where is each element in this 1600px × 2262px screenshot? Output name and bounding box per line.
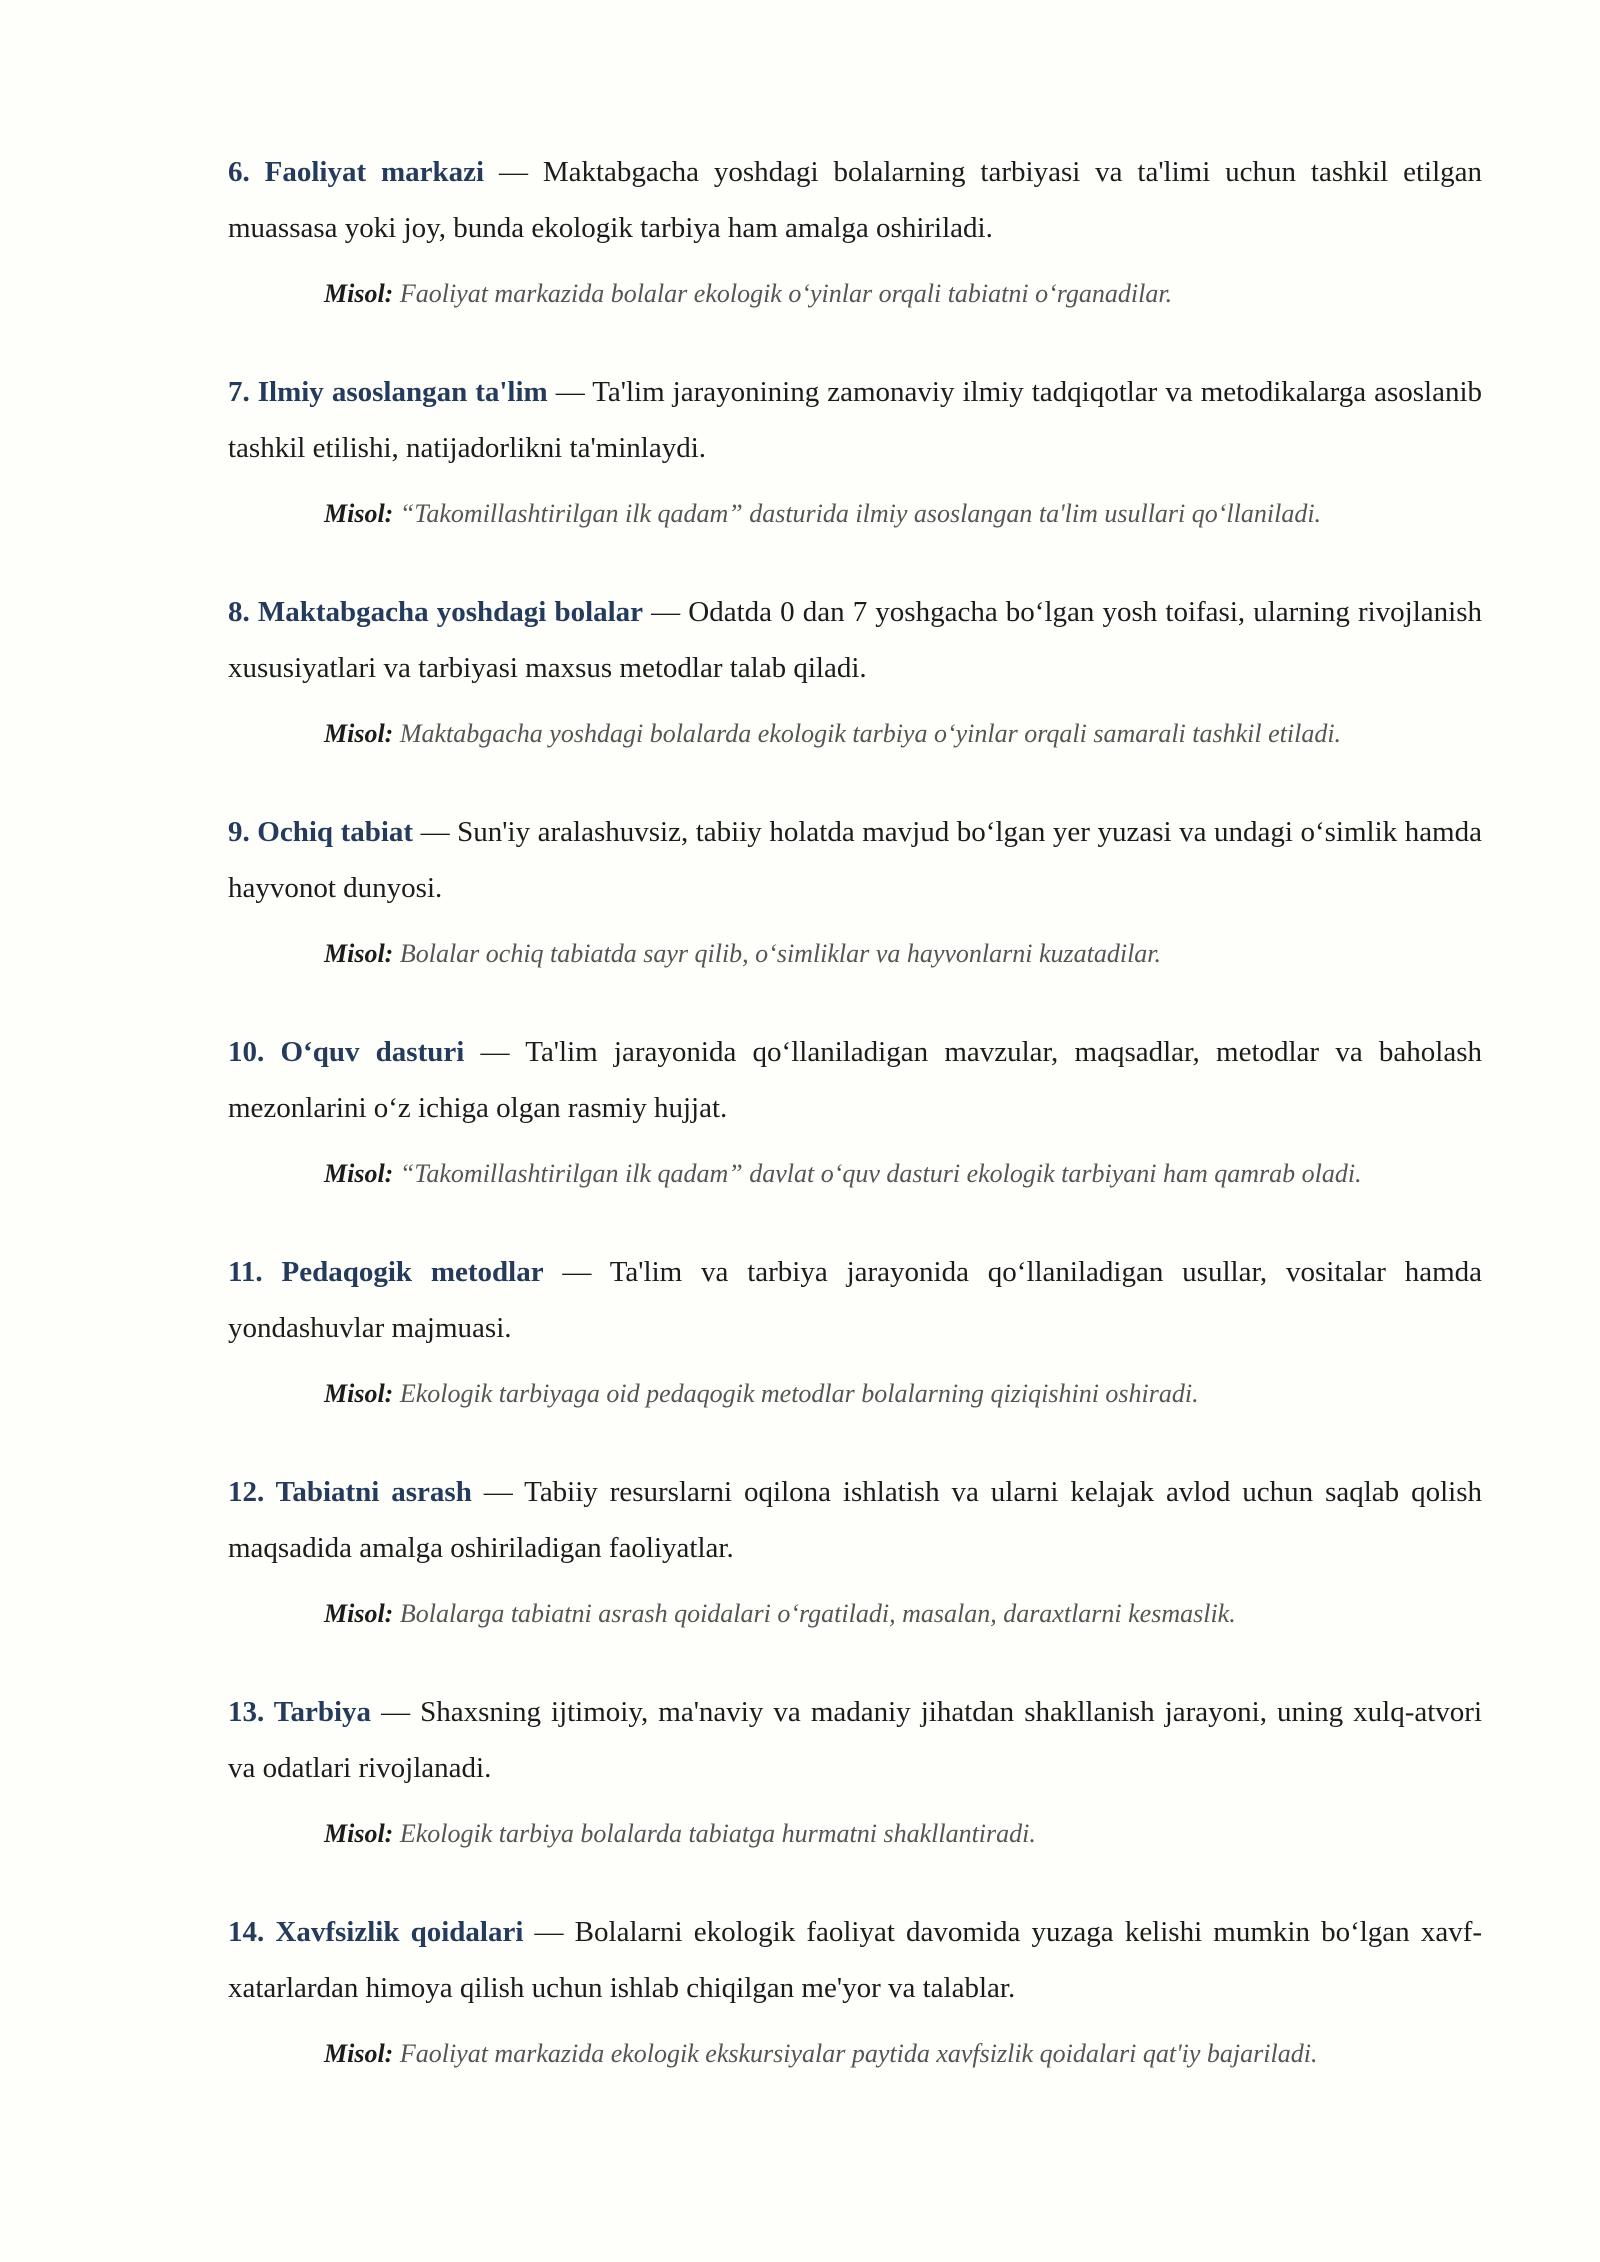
example-text: Maktabgacha yoshdagi bolalarda ekologik tarbiya o‘yinlar orqali samarali tashkil etiladi. [399, 719, 1342, 748]
entry-term: 11. Pedaqogik metodlar [228, 1256, 544, 1288]
entry-definition [228, 584, 1482, 696]
glossary-entry [228, 364, 1482, 540]
entry-definition [228, 1464, 1482, 1576]
example-label: Misol: [324, 719, 394, 748]
glossary-entry [228, 1244, 1482, 1420]
entry-term: 7. Ilmiy asoslangan ta'lim [228, 376, 548, 408]
entry-term: 10. O‘quv dasturi [228, 1036, 465, 1068]
term-dash: — [547, 376, 593, 408]
glossary-entry [228, 1464, 1482, 1640]
definition-text: Maktabgacha yoshdagi bolalarning tarbiyasi va ta'limi uchun tashkil etilgan muassasa yoki joy, bunda ekologik tarbiya ham amalga oshiriladi. [228, 156, 1483, 244]
example-label: Misol: [324, 279, 394, 308]
definition-text: Ta'lim jarayonida qo‘llaniladigan mavzular, maqsadlar, metodlar va baholash mezonlarini o‘z ichiga olgan rasmiy hujjat. [228, 1036, 1482, 1124]
term-dash: — [643, 596, 689, 628]
glossary-entry [228, 1904, 1482, 2080]
entry-term: 9. Ochiq tabiat [228, 816, 414, 848]
entry-example [324, 708, 1482, 760]
definition-text: Ta'lim jarayonining zamonaviy ilmiy tadqiqotlar va metodikalarga asoslanib tashkil etilishi, natijadorlikni ta'minlaydi. [228, 376, 1483, 464]
entry-example [324, 1808, 1482, 1860]
example-label: Misol: [324, 1379, 394, 1408]
entry-definition [228, 1904, 1482, 2016]
example-label: Misol: [324, 1599, 394, 1628]
example-text: “Takomillashtirilgan ilk qadam” dasturida ilmiy asoslangan ta'lim usullari qo‘llaniladi. [399, 499, 1322, 528]
term-dash: — [543, 1256, 610, 1288]
term-dash: — [371, 1696, 421, 1728]
entry-term: 14. Xavfsizlik qoidalari [228, 1916, 524, 1948]
entry-term: 6. Faoliyat markazi [228, 156, 485, 188]
entry-example [324, 1148, 1482, 1200]
glossary-entry [228, 584, 1482, 760]
entry-definition [228, 804, 1482, 916]
glossary-entry [228, 804, 1482, 980]
definition-text: Tabiiy resurslarni oqilona ishlatish va ularni kelajak avlod uchun saqlab qolish maqsadida amalga oshiriladigan faoliyatlar. [228, 1476, 1482, 1564]
entry-term: 8. Maktabgacha yoshdagi bolalar [228, 596, 644, 628]
entry-definition [228, 144, 1482, 256]
entry-definition [228, 364, 1482, 476]
glossary-entry [228, 144, 1482, 320]
definition-text: Bolalarni ekologik faoliyat davomida yuzaga kelishi mumkin bo‘lgan xavf-xatarlardan himoya qilish uchun ishlab chiqilgan me'yor va talablar. [228, 1916, 1483, 2004]
entry-definition [228, 1024, 1482, 1136]
definition-text: Sun'iy aralashuvsiz, tabiiy holatda mavjud bo‘lgan yer yuzasi va undagi o‘simlik hamda hayvonot dunyosi. [228, 816, 1482, 904]
example-text: “Takomillashtirilgan ilk qadam” davlat o‘quv dasturi ekologik tarbiyani ham qamrab oladi. [399, 1159, 1362, 1188]
term-dash: — [464, 1036, 526, 1068]
entry-term: 13. Tarbiya [228, 1696, 372, 1728]
entry-definition [228, 1684, 1482, 1796]
example-text: Faoliyat markazida bolalar ekologik o‘yinlar orqali tabiatni o‘rganadilar. [399, 279, 1173, 308]
example-text: Ekologik tarbiya bolalarda tabiatga hurmatni shakllantiradi. [399, 1819, 1036, 1848]
example-text: Faoliyat markazida ekologik ekskursiyalar paytida xavfsizlik qoidalari qat'iy bajariladi. [399, 2039, 1318, 2068]
glossary-section [228, 144, 1482, 2124]
example-label: Misol: [324, 499, 394, 528]
example-label: Misol: [324, 1159, 394, 1188]
definition-text: Odatda 0 dan 7 yoshgacha bo‘lgan yosh toifasi, ularning rivojlanish xususiyatlari va tarbiyasi maxsus metodlar talab qiladi. [228, 596, 1483, 684]
term-dash: — [523, 1916, 575, 1948]
glossary-entry [228, 1684, 1482, 1860]
definition-text: Ta'lim va tarbiya jarayonida qo‘llaniladigan usullar, vositalar hamda yondashuvlar majmuasi. [228, 1256, 1483, 1344]
example-text: Ekologik tarbiyaga oid pedaqogik metodlar bolalarning qiziqishini oshiradi. [399, 1379, 1199, 1408]
example-text: Bolalar ochiq tabiatda sayr qilib, o‘simliklar va hayvonlarni kuzatadilar. [399, 939, 1162, 968]
entry-example [324, 2028, 1482, 2080]
entry-term: 12. Tabiatni asrash [228, 1476, 472, 1508]
entry-example [324, 268, 1482, 320]
entry-example [324, 488, 1482, 540]
glossary-entry [228, 1024, 1482, 1200]
example-text: Bolalarga tabiatni asrash qoidalari o‘rgatiladi, masalan, daraxtlarni kesmaslik. [399, 1599, 1236, 1628]
example-label: Misol: [324, 1819, 394, 1848]
term-dash: — [471, 1476, 525, 1508]
term-dash: — [413, 816, 458, 848]
entry-example [324, 1368, 1482, 1420]
example-label: Misol: [324, 939, 394, 968]
definition-text: Shaxsning ijtimoiy, ma'naviy va madaniy jihatdan shakllanish jarayoni, uning xulq-atvori va odatlari rivojlanadi. [228, 1696, 1483, 1784]
entry-definition [228, 1244, 1482, 1356]
entry-example [324, 1588, 1482, 1640]
example-label: Misol: [324, 2039, 394, 2068]
term-dash: — [484, 156, 543, 188]
entry-example [324, 928, 1482, 980]
